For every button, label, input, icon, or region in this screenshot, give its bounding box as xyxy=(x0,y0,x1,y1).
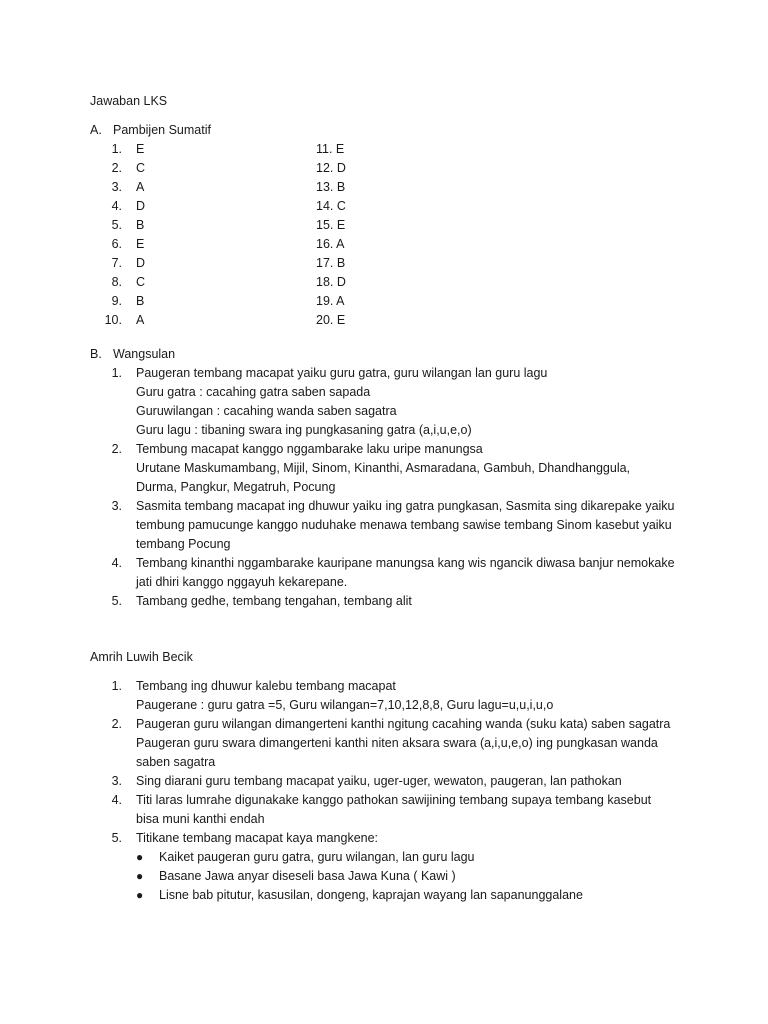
bullet-item-text: Lisne bab pitutur, kasusilan, dongeng, kaprajan wayang lan sapanunggalane xyxy=(159,888,583,902)
section-a-heading: Pambijen Sumatif xyxy=(113,123,211,137)
section-b-marker: B. xyxy=(90,347,102,361)
answer-item-right: 11. E xyxy=(316,142,345,156)
answer-letter: A xyxy=(136,313,145,327)
answer-number: 2. xyxy=(111,161,122,175)
section-c-heading: Amrih Luwih Becik xyxy=(90,650,193,664)
list-item-text: Guruwilangan : cacahing wanda saben sagatra xyxy=(136,404,397,418)
list-item-text: Paugeran tembang macapat yaiku guru gatra, guru wilangan lan guru lagu xyxy=(136,366,548,380)
answer-item-right: 14. C xyxy=(316,199,346,213)
answer-number: 10. xyxy=(104,313,122,327)
answer-item-right: 13. B xyxy=(316,180,346,194)
section-b-heading: Wangsulan xyxy=(113,347,176,361)
list-item-text: Titikane tembang macapat kaya mangkene: xyxy=(136,831,379,845)
answer-item-right: 12. D xyxy=(316,161,346,175)
answer-letter: D xyxy=(136,256,146,270)
list-item-text: saben sagatra xyxy=(136,755,216,769)
bullet-icon: ● xyxy=(136,869,144,883)
list-item-number: 1. xyxy=(111,679,122,693)
answer-item-right: 15. E xyxy=(316,218,346,232)
bullet-item-text: Kaiket paugeran guru gatra, guru wilangan, lan guru lagu xyxy=(159,850,475,864)
answer-letter: C xyxy=(136,161,146,175)
answer-number: 7. xyxy=(111,256,122,270)
bullet-icon: ● xyxy=(136,850,144,864)
list-item-text: Tambang gedhe, tembang tengahan, tembang alit xyxy=(136,594,412,608)
list-item-number: 5. xyxy=(111,831,122,845)
answer-letter: C xyxy=(136,275,146,289)
answer-item-right: 16. A xyxy=(316,237,345,251)
list-item-text: Sasmita tembang macapat ing dhuwur yaiku ing gatra pungkasan, Sasmita sing dikarepake yaiku xyxy=(136,499,675,513)
bullet-icon: ● xyxy=(136,888,144,902)
section-a-marker: A. xyxy=(90,123,102,137)
answer-item-right: 19. A xyxy=(316,294,345,308)
list-item-number: 2. xyxy=(111,717,122,731)
list-item-text: bisa muni kanthi endah xyxy=(136,812,265,826)
list-item-text: Paugerane : guru gatra =5, Guru wilangan=7,10,12,8,8, Guru lagu=u,u,i,u,o xyxy=(136,698,554,712)
list-item-text: tembang Pocung xyxy=(136,537,231,551)
answer-item-right: 17. B xyxy=(316,256,346,270)
list-item-text: Durma, Pangkur, Megatruh, Pocung xyxy=(136,480,336,494)
list-item-text: Sing diarani guru tembang macapat yaiku, uger-uger, wewaton, paugeran, lan pathokan xyxy=(136,774,622,788)
answer-letter: B xyxy=(136,218,145,232)
list-item-text: Guru lagu : tibaning swara ing pungkasaning gatra (a,i,u,e,o) xyxy=(136,423,472,437)
answer-item-right: 20. E xyxy=(316,313,346,327)
answer-letter: E xyxy=(136,142,145,156)
list-item-text: Tembang kinanthi nggambarake kauripane manungsa kang wis ngancik diwasa banjur nemokake xyxy=(136,556,675,570)
answer-number: 4. xyxy=(111,199,122,213)
answer-letter: A xyxy=(136,180,145,194)
list-item-text: Paugeran guru wilangan dimangerteni kanthi ngitung cacahing wanda (suku kata) saben sagatra xyxy=(136,717,671,731)
document-title: Jawaban LKS xyxy=(90,94,168,108)
list-item-number: 4. xyxy=(111,556,122,570)
answer-number: 6. xyxy=(111,237,122,251)
list-item-number: 3. xyxy=(111,774,122,788)
list-item-text: Urutane Maskumambang, Mijil, Sinom, Kinanthi, Asmaradana, Gambuh, Dhandhanggula, xyxy=(136,461,631,475)
list-item-text: jati dhiri kanggo nggayuh kekarepane. xyxy=(136,575,348,589)
list-item-number: 5. xyxy=(111,594,122,608)
answer-letter: D xyxy=(136,199,146,213)
list-item-number: 2. xyxy=(111,442,122,456)
answer-number: 1. xyxy=(111,142,122,156)
list-item-text: tembung pamucunge kanggo nuduhake menawa tembang sawise tembang Sinom kasebut yaiku xyxy=(136,518,672,532)
answer-number: 3. xyxy=(111,180,122,194)
list-item-number: 3. xyxy=(111,499,122,513)
answer-number: 5. xyxy=(111,218,122,232)
list-item-number: 4. xyxy=(111,793,122,807)
list-item-number: 1. xyxy=(111,366,122,380)
answer-item-right: 18. D xyxy=(316,275,346,289)
list-item-text: Paugeran guru swara dimangerteni kanthi niten aksara swara (a,i,u,e,o) ing pungkasan wanda xyxy=(136,736,658,750)
list-item-text: Tembang ing dhuwur kalebu tembang macapat xyxy=(136,679,396,693)
bullet-item-text: Basane Jawa anyar diseseli basa Jawa Kuna ( Kawi ) xyxy=(159,869,456,883)
answer-letter: E xyxy=(136,237,145,251)
list-item-text: Guru gatra : cacahing gatra saben sapada xyxy=(136,385,371,399)
answer-letter: B xyxy=(136,294,145,308)
answer-number: 9. xyxy=(111,294,122,308)
answer-number: 8. xyxy=(111,275,122,289)
list-item-text: Tembung macapat kanggo nggambarake laku uripe manungsa xyxy=(136,442,483,456)
list-item-text: Titi laras lumrahe digunakake kanggo pathokan sawijining tembang supaya tembang kasebut xyxy=(136,793,652,807)
